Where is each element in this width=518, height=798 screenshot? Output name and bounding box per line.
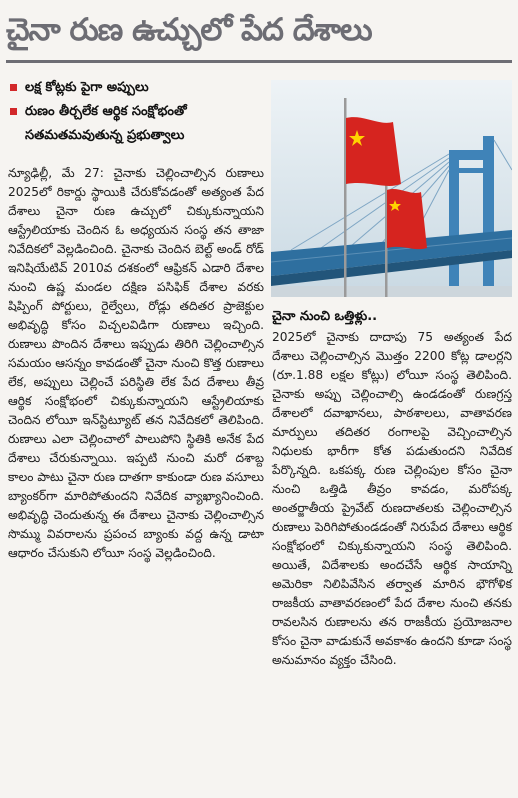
bullet-text: రుణం తీర్చలేక ఆర్థిక సంక్షోభంతో [25,104,187,119]
bullet-item [8,100,266,124]
headline: చైనా రుణ ఉచ్చులో పేద దేశాలు [6,12,372,48]
section-subheading: చైనా నుంచి ఒత్తిళ్లు.. [272,309,378,324]
bullet-square-icon [10,84,17,91]
article-photo [271,80,512,297]
bullet-square-icon [10,108,17,115]
article-column-right [272,328,512,670]
flags-bridge-image [271,80,512,297]
body-paragraph: న్యూఢిల్లీ, మే 27: చైనాకు చెల్లించాల్సిన రుణాలు 2025లో రికార్డు స్థాయికి చేరుకోవడంతో అత్యంత పేద దేశాలు చైనా రుణ ఉచ్చులో చిక్కుకున్నాయని ఆస్ట్రేలియాకు చెందిన ఓ అధ్యయన సంస్థ తన తాజా నివేదికలో వెల్లడించింది. చైనాకు చెందిన బెల్ట్ అండ్ రోడ్ ఇనిషియేటివ్ 2010వ దశకంలో ఆఫ్రికన్ ఎడారి దేశాల నుంచి ఉష్ణ మండల దక్షిణ పసిఫిక్ దేశాల వరకు షిప్పింగ్ పోర్టులు, రైల్వేలు, రోడ్లు తదితర ప్రాజెక్టుల అభివృద్ధి కోసం విచ్చలవిడిగా రుణాలు ఇచ్చింది. రుణాలు పొందిన దేశాలు ఇప్పుడు తిరిగి చెల్లించాల్సిన సమయం ఆసన్నం కావడంతో చైనా నుంచి కొత్త రుణాలు లేక, అప్పులు చెల్లించే పరిస్థితి లేక పేద దేశాలు తీవ్ర ఆర్థిక సంక్షోభంలో చిక్కుకున్నాయని ఆస్ట్రేలియాకు చెందిన లోయీ ఇన్‌స్టిట్యూట్ తన నివేదికలో తెలిపింది. రుణాలు ఎలా చెల్లించాలో పాలుపోని స్థితికి అనేక పేద దేశాలు చేరుకున్నాయి. ఇప్పటి నుంచి మరో దశాబ్ద కాలం పాటు చైనా రుణ దాతగా కాకుండా రుణ వసూలు బ్యాంకర్‌గా మారిపోతుందని నివేదిక వ్యాఖ్యానించింది. అభివృద్ధి చెందుతున్న ఈ దేశాలు చైనాకు చెల్లించాల్సిన సొమ్ము వివరాలను ప్రపంచ బ్యాంకు వద్ద ఉన్న డాటా ఆధారం చేసుకుని లోయీ సంస్థ వెల్లడించింది. [8,166,264,560]
bullet-text-continued: సతమతమవుతున్న ప్రభుత్వాలు [25,128,185,143]
body-paragraph: 2025లో చైనాకు దాదాపు 75 అత్యంత పేద దేశాలు చెల్లించాల్సిన మొత్తం 2200 కోట్ల డాలర్లని (రూ.1.88 లక్షల కోట్లు) లోయీ సంస్థ తెలిపింది. చైనాకు అప్పు చెల్లించాల్సి ఉండడంతో రుణగ్రస్త దేశాలలో దవాఖానలు, పాఠశాలలు, వాతావరణ మార్పులు తదితర రంగాలపై వెచ్చించాల్సిన నిధులకు భారీగా కోత పడుతుందని నివేదిక పేర్కొన్నది. ఒకపక్క రుణ చెల్లింపుల కోసం చైనా నుంచి ఒత్తిడి తీవ్రం కావడం, మరోపక్క అంతర్జాతీయ ప్రైవేట్ రుణదాతలకు చెల్లించాల్సిన రుణాలు పెరిగిపోతుండడంతో నిరుపేద దేశాలు ఆర్థిక సంక్షోభంలో చిక్కుకున్నాయని సంస్థ తెలిపింది. అయితే, విదేశాలకు అందచేసే ఆర్థిక సాయాన్ని అమెరికా నిలిపివేసిన తర్వాత మారిన భౌగోళిక రాజకీయ వాతావరణంలో పేద దేశాల నుంచి తనకు రావలసిన రుణాలను తన రాజకీయ ప్రయోజనాల కోసం చైనా వాడుకునే అవకాశం ఉందని కూడా సంస్థ అనుమానం వ్యక్తం చేసింది. [272,330,512,667]
bullet-item [8,76,266,100]
article-column-left [8,164,264,563]
bullet-list [8,76,266,148]
bullet-text: లక్ష కోట్లకు పైగా అప్పులు [25,80,149,95]
headline-rule [6,60,512,63]
